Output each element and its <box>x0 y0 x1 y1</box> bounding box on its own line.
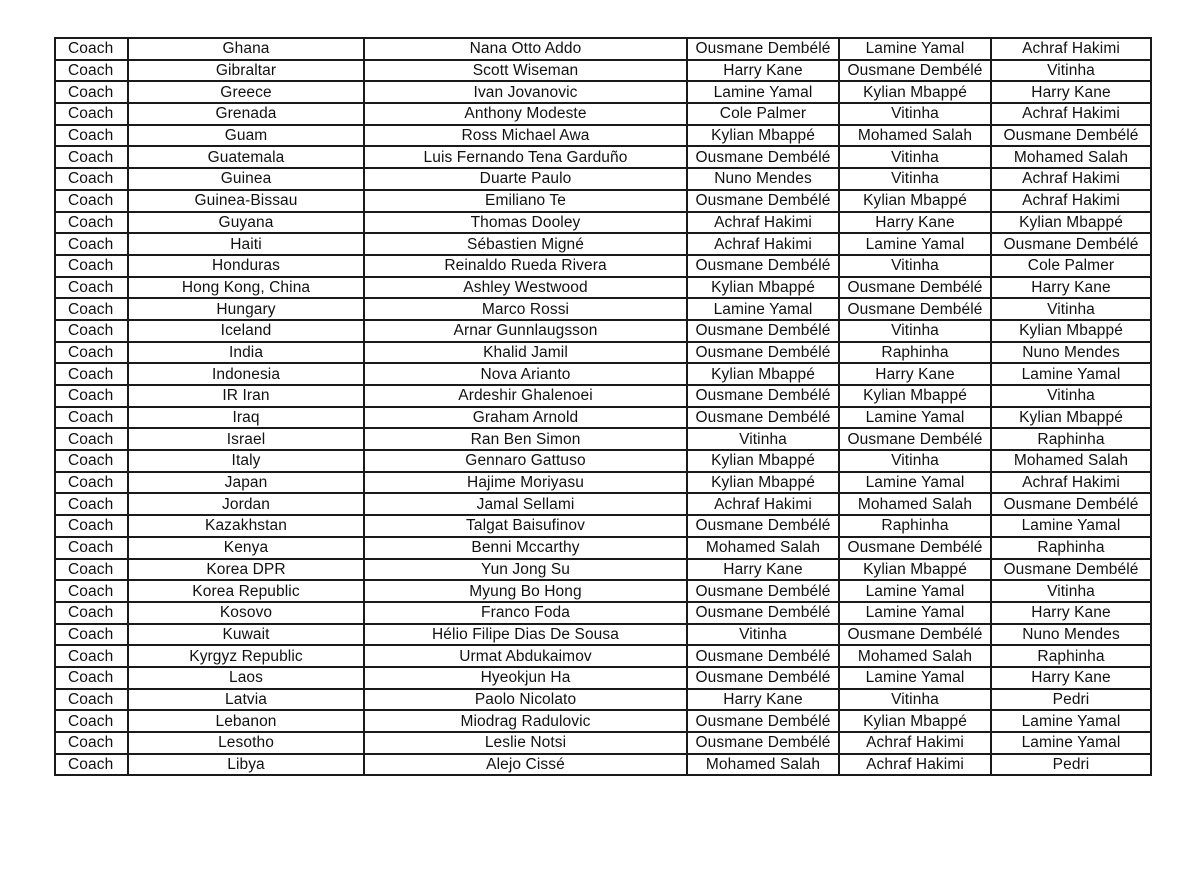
coach-name-cell: Yun Jong Su <box>364 559 687 581</box>
table-row <box>55 298 1151 320</box>
coach-name-cell: Scott Wiseman <box>364 60 687 82</box>
second-choice-cell: Ousmane Dembélé <box>839 277 991 299</box>
second-choice-cell: Lamine Yamal <box>839 407 991 429</box>
table-row <box>55 233 1151 255</box>
role-cell: Coach <box>55 450 128 472</box>
second-choice-cell: Vitinha <box>839 320 991 342</box>
second-choice-cell: Vitinha <box>839 255 991 277</box>
role-cell: Coach <box>55 472 128 494</box>
third-choice-cell: Nuno Mendes <box>991 342 1151 364</box>
role-cell: Coach <box>55 407 128 429</box>
second-choice-cell: Lamine Yamal <box>839 580 991 602</box>
third-choice-cell: Raphinha <box>991 537 1151 559</box>
third-choice-cell: Achraf Hakimi <box>991 38 1151 60</box>
table-row <box>55 493 1151 515</box>
country-cell: Israel <box>128 428 364 450</box>
second-choice-cell: Mohamed Salah <box>839 645 991 667</box>
table-row <box>55 754 1151 776</box>
country-cell: Laos <box>128 667 364 689</box>
coach-name-cell: Khalid Jamil <box>364 342 687 364</box>
first-choice-cell: Ousmane Dembélé <box>687 38 839 60</box>
coach-name-cell: Alejo Cissé <box>364 754 687 776</box>
second-choice-cell: Ousmane Dembélé <box>839 298 991 320</box>
country-cell: Greece <box>128 81 364 103</box>
country-cell: Jordan <box>128 493 364 515</box>
third-choice-cell: Cole Palmer <box>991 255 1151 277</box>
vote-table-sheet <box>54 37 1152 776</box>
first-choice-cell: Harry Kane <box>687 60 839 82</box>
table-row <box>55 342 1151 364</box>
third-choice-cell: Achraf Hakimi <box>991 472 1151 494</box>
table-row <box>55 320 1151 342</box>
first-choice-cell: Ousmane Dembélé <box>687 385 839 407</box>
country-cell: Guinea <box>128 168 364 190</box>
table-row <box>55 38 1151 60</box>
role-cell: Coach <box>55 255 128 277</box>
first-choice-cell: Ousmane Dembélé <box>687 645 839 667</box>
table-row <box>55 60 1151 82</box>
first-choice-cell: Cole Palmer <box>687 103 839 125</box>
first-choice-cell: Ousmane Dembélé <box>687 515 839 537</box>
third-choice-cell: Ousmane Dembélé <box>991 493 1151 515</box>
table-row <box>55 363 1151 385</box>
table-row <box>55 732 1151 754</box>
third-choice-cell: Raphinha <box>991 645 1151 667</box>
third-choice-cell: Raphinha <box>991 428 1151 450</box>
role-cell: Coach <box>55 320 128 342</box>
first-choice-cell: Nuno Mendes <box>687 168 839 190</box>
second-choice-cell: Vitinha <box>839 689 991 711</box>
first-choice-cell: Ousmane Dembélé <box>687 580 839 602</box>
table-row <box>55 515 1151 537</box>
role-cell: Coach <box>55 233 128 255</box>
table-row <box>55 624 1151 646</box>
third-choice-cell: Vitinha <box>991 298 1151 320</box>
first-choice-cell: Kylian Mbappé <box>687 363 839 385</box>
second-choice-cell: Lamine Yamal <box>839 472 991 494</box>
first-choice-cell: Ousmane Dembélé <box>687 255 839 277</box>
country-cell: Kyrgyz Republic <box>128 645 364 667</box>
coach-name-cell: Ran Ben Simon <box>364 428 687 450</box>
first-choice-cell: Lamine Yamal <box>687 81 839 103</box>
coach-name-cell: Ashley Westwood <box>364 277 687 299</box>
country-cell: Kazakhstan <box>128 515 364 537</box>
table-row <box>55 537 1151 559</box>
second-choice-cell: Vitinha <box>839 146 991 168</box>
first-choice-cell: Ousmane Dembélé <box>687 190 839 212</box>
role-cell: Coach <box>55 602 128 624</box>
role-cell: Coach <box>55 710 128 732</box>
coach-name-cell: Nova Arianto <box>364 363 687 385</box>
table-row <box>55 689 1151 711</box>
first-choice-cell: Ousmane Dembélé <box>687 342 839 364</box>
table-row <box>55 667 1151 689</box>
table-row <box>55 385 1151 407</box>
country-cell: Guinea-Bissau <box>128 190 364 212</box>
first-choice-cell: Ousmane Dembélé <box>687 407 839 429</box>
third-choice-cell: Ousmane Dembélé <box>991 125 1151 147</box>
third-choice-cell: Nuno Mendes <box>991 624 1151 646</box>
role-cell: Coach <box>55 580 128 602</box>
third-choice-cell: Lamine Yamal <box>991 732 1151 754</box>
third-choice-cell: Vitinha <box>991 60 1151 82</box>
coach-name-cell: Luis Fernando Tena Garduño <box>364 146 687 168</box>
coach-name-cell: Nana Otto Addo <box>364 38 687 60</box>
coach-name-cell: Myung Bo Hong <box>364 580 687 602</box>
table-row <box>55 645 1151 667</box>
country-cell: India <box>128 342 364 364</box>
third-choice-cell: Vitinha <box>991 580 1151 602</box>
third-choice-cell: Lamine Yamal <box>991 363 1151 385</box>
second-choice-cell: Kylian Mbappé <box>839 81 991 103</box>
first-choice-cell: Achraf Hakimi <box>687 493 839 515</box>
role-cell: Coach <box>55 168 128 190</box>
coach-name-cell: Benni Mccarthy <box>364 537 687 559</box>
second-choice-cell: Harry Kane <box>839 212 991 234</box>
first-choice-cell: Ousmane Dembélé <box>687 320 839 342</box>
table-row <box>55 472 1151 494</box>
third-choice-cell: Pedri <box>991 689 1151 711</box>
coach-name-cell: Emiliano Te <box>364 190 687 212</box>
coach-name-cell: Marco Rossi <box>364 298 687 320</box>
country-cell: Latvia <box>128 689 364 711</box>
role-cell: Coach <box>55 645 128 667</box>
coach-name-cell: Reinaldo Rueda Rivera <box>364 255 687 277</box>
country-cell: Libya <box>128 754 364 776</box>
second-choice-cell: Achraf Hakimi <box>839 754 991 776</box>
third-choice-cell: Achraf Hakimi <box>991 168 1151 190</box>
country-cell: Honduras <box>128 255 364 277</box>
first-choice-cell: Mohamed Salah <box>687 754 839 776</box>
coach-name-cell: Ross Michael Awa <box>364 125 687 147</box>
coach-name-cell: Miodrag Radulovic <box>364 710 687 732</box>
table-row <box>55 103 1151 125</box>
country-cell: Kosovo <box>128 602 364 624</box>
role-cell: Coach <box>55 125 128 147</box>
table-row <box>55 212 1151 234</box>
country-cell: Japan <box>128 472 364 494</box>
country-cell: Ghana <box>128 38 364 60</box>
table-row <box>55 277 1151 299</box>
first-choice-cell: Kylian Mbappé <box>687 125 839 147</box>
country-cell: IR Iran <box>128 385 364 407</box>
third-choice-cell: Kylian Mbappé <box>991 320 1151 342</box>
country-cell: Korea DPR <box>128 559 364 581</box>
country-cell: Kenya <box>128 537 364 559</box>
table-row <box>55 428 1151 450</box>
second-choice-cell: Lamine Yamal <box>839 602 991 624</box>
third-choice-cell: Mohamed Salah <box>991 146 1151 168</box>
coach-name-cell: Leslie Notsi <box>364 732 687 754</box>
second-choice-cell: Kylian Mbappé <box>839 385 991 407</box>
third-choice-cell: Achraf Hakimi <box>991 103 1151 125</box>
second-choice-cell: Kylian Mbappé <box>839 559 991 581</box>
country-cell: Hong Kong, China <box>128 277 364 299</box>
second-choice-cell: Achraf Hakimi <box>839 732 991 754</box>
coach-name-cell: Sébastien Migné <box>364 233 687 255</box>
coach-name-cell: Talgat Baisufinov <box>364 515 687 537</box>
table-row <box>55 168 1151 190</box>
third-choice-cell: Lamine Yamal <box>991 710 1151 732</box>
third-choice-cell: Harry Kane <box>991 602 1151 624</box>
role-cell: Coach <box>55 277 128 299</box>
vote-table-body <box>55 38 1151 775</box>
first-choice-cell: Kylian Mbappé <box>687 450 839 472</box>
first-choice-cell: Harry Kane <box>687 559 839 581</box>
country-cell: Guatemala <box>128 146 364 168</box>
coach-name-cell: Urmat Abdukaimov <box>364 645 687 667</box>
coach-name-cell: Hélio Filipe Dias De Sousa <box>364 624 687 646</box>
role-cell: Coach <box>55 60 128 82</box>
role-cell: Coach <box>55 298 128 320</box>
vote-table <box>54 37 1152 776</box>
first-choice-cell: Lamine Yamal <box>687 298 839 320</box>
coach-name-cell: Ivan Jovanovic <box>364 81 687 103</box>
table-row <box>55 125 1151 147</box>
role-cell: Coach <box>55 732 128 754</box>
first-choice-cell: Achraf Hakimi <box>687 233 839 255</box>
third-choice-cell: Pedri <box>991 754 1151 776</box>
country-cell: Lebanon <box>128 710 364 732</box>
coach-name-cell: Gennaro Gattuso <box>364 450 687 472</box>
table-row <box>55 580 1151 602</box>
country-cell: Gibraltar <box>128 60 364 82</box>
coach-name-cell: Anthony Modeste <box>364 103 687 125</box>
first-choice-cell: Vitinha <box>687 428 839 450</box>
table-row <box>55 450 1151 472</box>
role-cell: Coach <box>55 103 128 125</box>
table-row <box>55 146 1151 168</box>
second-choice-cell: Raphinha <box>839 515 991 537</box>
role-cell: Coach <box>55 559 128 581</box>
second-choice-cell: Kylian Mbappé <box>839 190 991 212</box>
coach-name-cell: Graham Arnold <box>364 407 687 429</box>
role-cell: Coach <box>55 190 128 212</box>
country-cell: Kuwait <box>128 624 364 646</box>
country-cell: Italy <box>128 450 364 472</box>
table-row <box>55 255 1151 277</box>
second-choice-cell: Vitinha <box>839 103 991 125</box>
first-choice-cell: Ousmane Dembélé <box>687 146 839 168</box>
first-choice-cell: Kylian Mbappé <box>687 472 839 494</box>
role-cell: Coach <box>55 363 128 385</box>
coach-name-cell: Hajime Moriyasu <box>364 472 687 494</box>
role-cell: Coach <box>55 667 128 689</box>
first-choice-cell: Ousmane Dembélé <box>687 667 839 689</box>
table-row <box>55 190 1151 212</box>
second-choice-cell: Ousmane Dembélé <box>839 537 991 559</box>
second-choice-cell: Raphinha <box>839 342 991 364</box>
coach-name-cell: Paolo Nicolato <box>364 689 687 711</box>
third-choice-cell: Achraf Hakimi <box>991 190 1151 212</box>
second-choice-cell: Lamine Yamal <box>839 38 991 60</box>
third-choice-cell: Ousmane Dembélé <box>991 233 1151 255</box>
role-cell: Coach <box>55 754 128 776</box>
first-choice-cell: Vitinha <box>687 624 839 646</box>
role-cell: Coach <box>55 146 128 168</box>
third-choice-cell: Ousmane Dembélé <box>991 559 1151 581</box>
country-cell: Lesotho <box>128 732 364 754</box>
role-cell: Coach <box>55 385 128 407</box>
first-choice-cell: Achraf Hakimi <box>687 212 839 234</box>
country-cell: Guam <box>128 125 364 147</box>
coach-name-cell: Franco Foda <box>364 602 687 624</box>
country-cell: Haiti <box>128 233 364 255</box>
coach-name-cell: Arnar Gunnlaugsson <box>364 320 687 342</box>
coach-name-cell: Thomas Dooley <box>364 212 687 234</box>
table-row <box>55 559 1151 581</box>
second-choice-cell: Lamine Yamal <box>839 233 991 255</box>
third-choice-cell: Harry Kane <box>991 277 1151 299</box>
third-choice-cell: Lamine Yamal <box>991 515 1151 537</box>
role-cell: Coach <box>55 689 128 711</box>
country-cell: Grenada <box>128 103 364 125</box>
coach-name-cell: Hyeokjun Ha <box>364 667 687 689</box>
second-choice-cell: Ousmane Dembélé <box>839 60 991 82</box>
first-choice-cell: Harry Kane <box>687 689 839 711</box>
role-cell: Coach <box>55 81 128 103</box>
role-cell: Coach <box>55 537 128 559</box>
role-cell: Coach <box>55 515 128 537</box>
role-cell: Coach <box>55 428 128 450</box>
country-cell: Iraq <box>128 407 364 429</box>
third-choice-cell: Harry Kane <box>991 81 1151 103</box>
country-cell: Indonesia <box>128 363 364 385</box>
first-choice-cell: Kylian Mbappé <box>687 277 839 299</box>
role-cell: Coach <box>55 493 128 515</box>
second-choice-cell: Harry Kane <box>839 363 991 385</box>
second-choice-cell: Ousmane Dembélé <box>839 428 991 450</box>
table-row <box>55 710 1151 732</box>
third-choice-cell: Kylian Mbappé <box>991 407 1151 429</box>
role-cell: Coach <box>55 624 128 646</box>
country-cell: Hungary <box>128 298 364 320</box>
country-cell: Guyana <box>128 212 364 234</box>
role-cell: Coach <box>55 212 128 234</box>
second-choice-cell: Mohamed Salah <box>839 493 991 515</box>
table-row <box>55 602 1151 624</box>
first-choice-cell: Ousmane Dembélé <box>687 732 839 754</box>
coach-name-cell: Jamal Sellami <box>364 493 687 515</box>
third-choice-cell: Harry Kane <box>991 667 1151 689</box>
coach-name-cell: Ardeshir Ghalenoei <box>364 385 687 407</box>
first-choice-cell: Mohamed Salah <box>687 537 839 559</box>
third-choice-cell: Vitinha <box>991 385 1151 407</box>
second-choice-cell: Kylian Mbappé <box>839 710 991 732</box>
table-row <box>55 81 1151 103</box>
country-cell: Iceland <box>128 320 364 342</box>
role-cell: Coach <box>55 38 128 60</box>
second-choice-cell: Vitinha <box>839 168 991 190</box>
third-choice-cell: Mohamed Salah <box>991 450 1151 472</box>
first-choice-cell: Ousmane Dembélé <box>687 710 839 732</box>
table-row <box>55 407 1151 429</box>
coach-name-cell: Duarte Paulo <box>364 168 687 190</box>
country-cell: Korea Republic <box>128 580 364 602</box>
second-choice-cell: Mohamed Salah <box>839 125 991 147</box>
second-choice-cell: Vitinha <box>839 450 991 472</box>
third-choice-cell: Kylian Mbappé <box>991 212 1151 234</box>
first-choice-cell: Ousmane Dembélé <box>687 602 839 624</box>
second-choice-cell: Ousmane Dembélé <box>839 624 991 646</box>
role-cell: Coach <box>55 342 128 364</box>
second-choice-cell: Lamine Yamal <box>839 667 991 689</box>
